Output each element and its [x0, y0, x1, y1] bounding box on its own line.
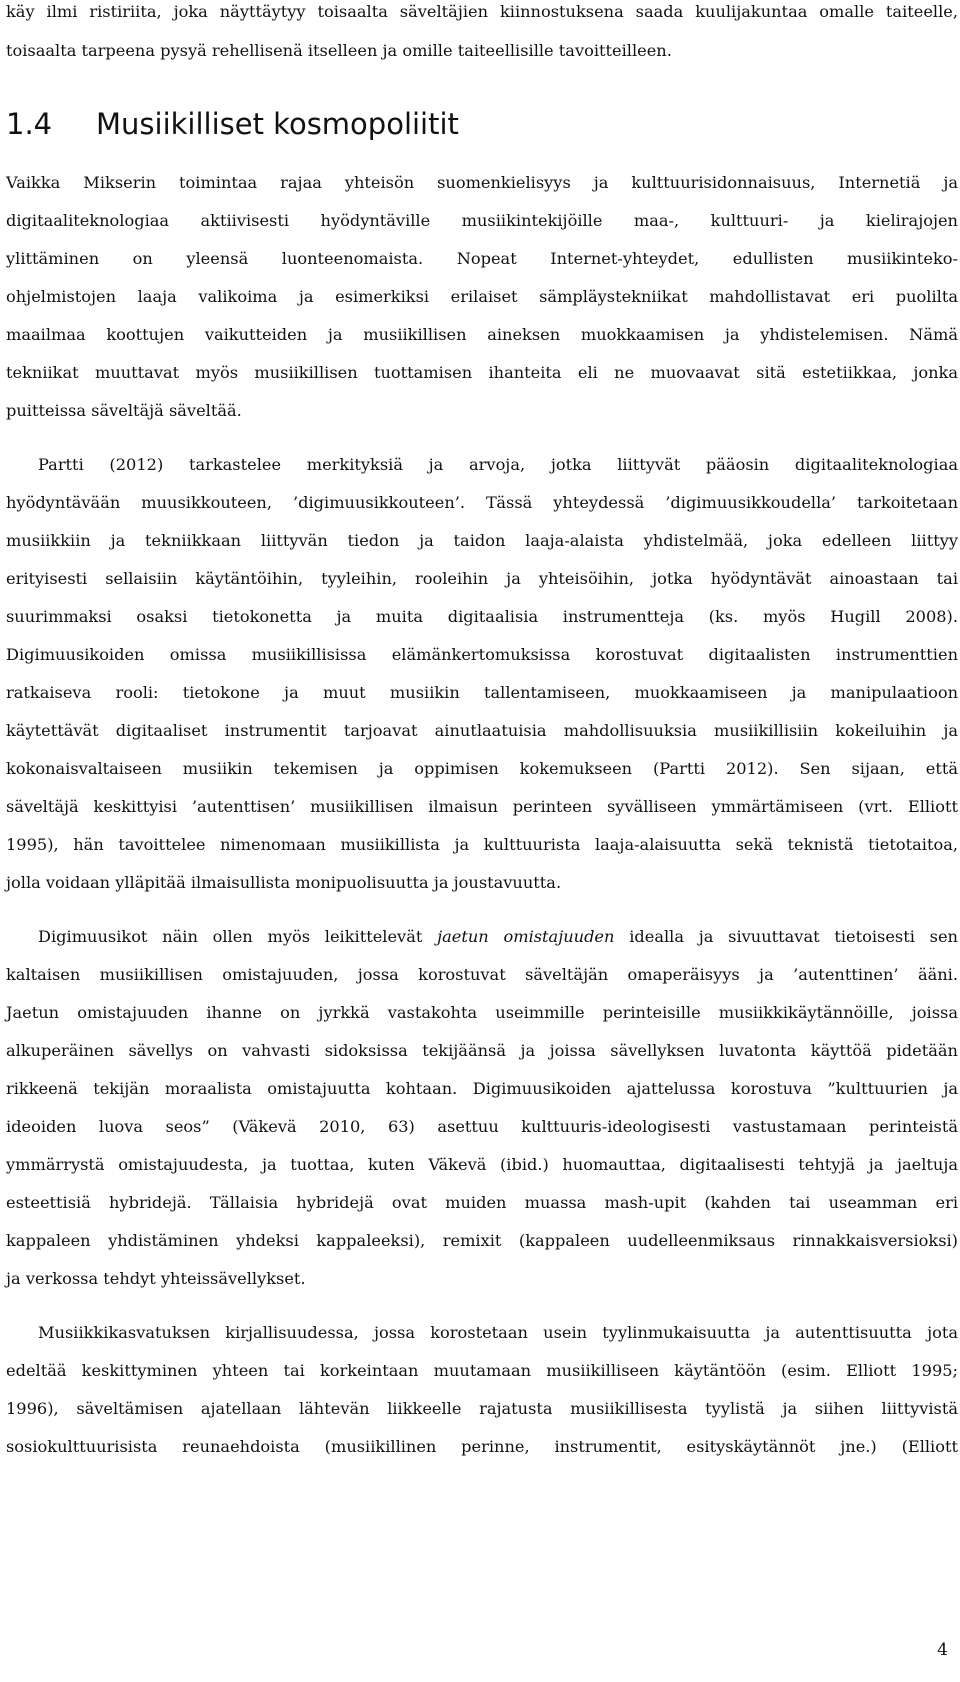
section-heading — [6, 106, 459, 142]
p2-line-10: säveltäjä keskittyisi ’autenttisen’ musiikillisen ilmaisun perinteen syvälliseen ymmärtämiseen (vrt. Elliott — [6, 797, 958, 816]
p2-line-12: jolla voidaan ylläpitää ilmaisullista monipuolisuutta ja joustavuutta. — [6, 873, 562, 892]
p2-line-5: suurimmaksi osaksi tietokonetta ja muita digitaalisia instrumentteja (ks. myös Hugill 2008). — [6, 607, 958, 626]
p3-line-5: rikkeenä tekijän moraalista omistajuutta kohtaan. Digimuusikoiden ajattelussa korostuva ”kulttuurien ja — [6, 1079, 958, 1098]
p1-line-5: maailmaa koottujen vaikutteiden ja musiikillisen aineksen muokkaamisen ja yhdistelemisen. Nämä — [6, 325, 958, 344]
p3-line-3: Jaetun omistajuuden ihanne on jyrkkä vastakohta useimmille perinteisille musiikkikäytännöille, joissa — [6, 1003, 958, 1022]
p2-line-4: erityisesti sellaisiin käytäntöihin, tyyleihin, rooleihin ja yhteisöihin, jotka hyödyntävät ainoastaan tai — [6, 569, 958, 588]
p4-line-1: Musiikkikasvatuksen kirjallisuudessa, jossa korostetaan usein tyylinmukaisuutta ja autenttisuutta jota — [38, 1323, 958, 1342]
p3-emphasis-term: jaetun omistajuuden — [437, 927, 615, 946]
p3-line-1-post: idealla ja sivuuttavat tietoisesti sen — [614, 927, 958, 946]
p2-line-3: musiikkiin ja tekniikkaan liittyvän tiedon ja taidon laaja-alaista yhdistelmää, joka edelleen liittyy — [6, 531, 958, 550]
p1-line-1: Vaikka Mikserin toimintaa rajaa yhteisön suomenkielisyys ja kulttuurisidonnaisuus, Internetiä ja — [6, 173, 958, 192]
intro-line-2: toisaalta tarpeena pysyä rehellisenä itselleen ja omille taiteellisille tavoitteilleen. — [6, 41, 672, 60]
p1-line-7: puitteissa säveltäjä säveltää. — [6, 401, 242, 420]
page-number: 4 — [937, 1640, 948, 1660]
section-title: Musiikilliset kosmopoliitit — [96, 107, 459, 141]
p2-line-1: Partti (2012) tarkastelee merkityksiä ja arvoja, jotka liittyvät pääosin digitaaliteknologiaa — [38, 455, 958, 474]
p2-line-2: hyödyntävään muusikkouteen, ’digimuusikkouteen’. Tässä yhteydessä ’digimuusikkoudella’ tarkoitetaan — [6, 493, 958, 512]
p1-line-4: ohjelmistojen laaja valikoima ja esimerkiksi erilaiset sämpläystekniikat mahdollistavat eri puolilta — [6, 287, 958, 306]
p3-line-1-pre: Digimuusikot näin ollen myös leikittelevät — [38, 927, 438, 946]
p3-line-1 — [38, 927, 958, 947]
intro-line-1: käy ilmi ristiriita, joka näyttäytyy toisaalta säveltäjien kiinnostuksena saada kuulijakuntaa omalle taiteelle, — [6, 2, 958, 21]
p3-line-7: ymmärrystä omistajuudesta, ja tuottaa, kuten Väkevä (ibid.) huomauttaa, digitaalisesti tehtyjä ja jaeltuja — [6, 1155, 958, 1174]
p2-line-6: Digimuusikoiden omissa musiikillisissa elämänkertomuksissa korostuvat digitaalisten instrumenttien — [6, 645, 958, 664]
p1-line-2: digitaaliteknologiaa aktiivisesti hyödyntäville musiikintekijöille maa-, kulttuuri- ja kielirajojen — [6, 211, 958, 230]
p3-line-4: alkuperäinen sävellys on vahvasti sidoksissa tekijäänsä ja joissa sävellyksen luvatonta käyttöä pidetään — [6, 1041, 958, 1060]
p3-line-9: kappaleen yhdistäminen yhdeksi kappaleeksi), remixit (kappaleen uudelleenmiksaus rinnakkaisversioksi) — [6, 1231, 958, 1250]
p4-line-2: edeltää keskittyminen yhteen tai korkeintaan muutamaan musiikilliseen käytäntöön (esim. Elliott 1995; — [6, 1361, 958, 1380]
section-number: 1.4 — [6, 107, 53, 141]
p3-line-8: esteettisiä hybridejä. Tällaisia hybridejä ovat muiden muassa mash-upit (kahden tai useamman eri — [6, 1193, 958, 1212]
p3-line-2: kaltaisen musiikillisen omistajuuden, jossa korostuvat säveltäjän omaperäisyys ja ’autenttinen’ ääni. — [6, 965, 958, 984]
p2-line-7: ratkaiseva rooli: tietokone ja muut musiikin tallentamiseen, muokkaamiseen ja manipulaatioon — [6, 683, 958, 702]
p1-line-3: ylittäminen on yleensä luonteenomaista. Nopeat Internet-yhteydet, edullisten musiikinteko- — [6, 249, 958, 268]
p2-line-9: kokonaisvaltaiseen musiikin tekemisen ja oppimisen kokemukseen (Partti 2012). Sen sijaan, että — [6, 759, 958, 778]
p3-line-10: ja verkossa tehdyt yhteissävellykset. — [6, 1269, 306, 1288]
p1-line-6: tekniikat muuttavat myös musiikillisen tuottamisen ihanteita eli ne muovaavat sitä estetiikkaa, jonka — [6, 363, 958, 382]
p2-line-8: käytettävät digitaaliset instrumentit tarjoavat ainutlaatuisia mahdollisuuksia musiikillisiin kokeiluihin ja — [6, 721, 958, 740]
p4-line-3: 1996), säveltämisen ajatellaan lähtevän liikkeelle rajatusta musiikillisesta tyylistä ja siihen liittyvistä — [6, 1399, 958, 1418]
p3-line-6: ideoiden luova seos” (Väkevä 2010, 63) asettuu kulttuuris-ideologisesti vastustamaan perinteistä — [6, 1117, 958, 1136]
p2-line-11: 1995), hän tavoittelee nimenomaan musiikillista ja kulttuurista laaja-alaisuutta sekä teknistä tietotaitoa, — [6, 835, 958, 854]
p4-line-4: sosiokulttuurisista reunaehdoista (musiikillinen perinne, instrumentit, esityskäytännöt jne.) (Elliott — [6, 1437, 958, 1456]
